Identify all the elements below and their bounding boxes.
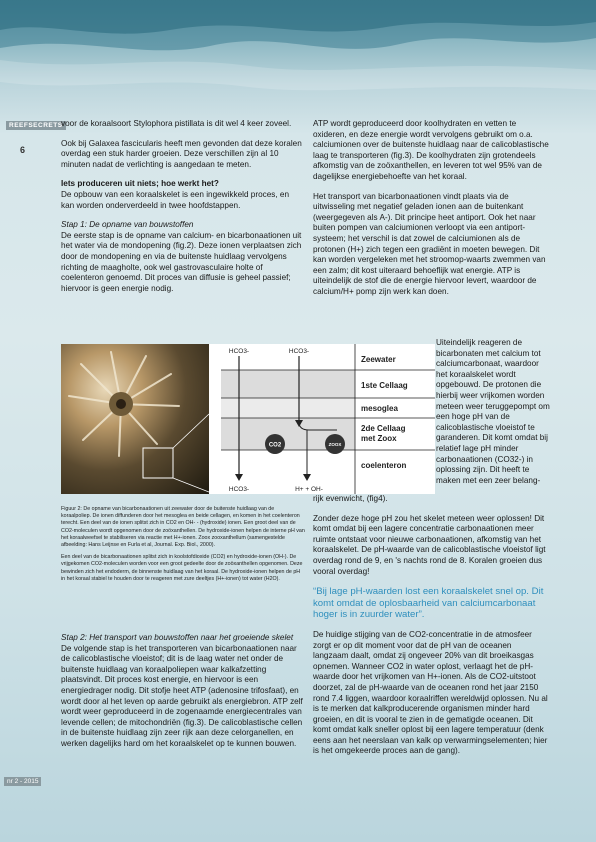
- figure-caption: [61, 506, 305, 588]
- circle-label-co2: CO2: [268, 442, 282, 449]
- subheading: Stap 2: Het transport van bouwstoffen naar het groeiende skelet: [61, 633, 294, 642]
- diagram-label-hco3-top-mid: HCO3-: [288, 348, 310, 355]
- paragraph: Zonder deze hoge pH zou het skelet meteen weer oplossen! Dit komt omdat bij een lagere concentratie carbonaationen meer ruimte ontstaat voor nieuwe carbonaationen, afkomstig van het koraalskelet. De pH-waarde van de calicoblastische vloeistof ligt overdag rond de 9, en 's nachts rond de 8. Koralen groeien dus vooral overdag!: [313, 513, 546, 576]
- layer-label-coelenteron: coelenteron: [361, 461, 407, 470]
- paragraph: Uiteindelijk reageren de bicarbonaten met calcium tot calciumcarbonaat, waardoor het koraalskelet wordt opgebouwd. De protonen die hierbij weer vrijkomen worden meteen weer teruggepompt om een hoge pH van de calicoblastische vloeistof te garanderen. Dit komt omdat bij relatief lage pH minder carbonaationen (CO32-) in oplossing zijn. Dit heeft te maken met een zeer belang-: [436, 338, 550, 485]
- paragraph: De opbouw van een koraalskelet is een ingewikkeld proces, en kan worden onderverdeeld in twee hoofdstappen.: [61, 189, 290, 210]
- circle-label-zoox: ZOOX: [328, 442, 342, 447]
- paragraph: voor de koraalsoort Stylophora pistillata is dit wel 4 keer zoveel.: [61, 119, 292, 128]
- caption-paragraph: Figuur 2: De opname van bicarbonaationen uit zeewater door de buitenste huidlaag van de koraalpoliep. De ionen diffunderen door het mesoglea en beide cellagen, en komen in het coelenteron terecht. Een deel van de ionen splitst zich in CO2 en OH- - (hydroxide) ionen. Een groot deel van de CO2-moleculen wordt opgenomen door de zoöxanthellen. De hydroxide-ionen helpen de interne pH van het koraalweefsel te stabiliseren via reactie met H+-ionen. Zoox zooxanthellum (samengestelde afbeelding: Hans Leijnse en Furla et al, Journal. Exp. Biol., 2000).: [61, 506, 305, 549]
- ion-transport-diagram: [209, 344, 435, 494]
- figure-2: [61, 344, 435, 494]
- paragraph: De eerste stap is de opname van calcium- en bicarbonaationen uit het water via de mondopening (fig.2). Deze ionen verplaatsen zich door de mondopening en via de buitenste huidlaag vervolgens richting de maagholte, ook wel gastrovasculaire holte of coelenteron genoemd. Dit proces van diffusie is geheel passief; hiervoor is geen energie nodig.: [61, 230, 302, 293]
- layer-label-cellaag-2-line-2: met Zoox: [361, 434, 397, 443]
- paragraph: Het transport van bicarbonaationen vindt plaats via de uitwisseling met negatief geladen ionen aan de buitenkant (weergegeven als A-). Dit principe heet antiport. Ook het naar buiten pompen van calciumionen verloopt via een antiport-systeem; het verschil is dat zowel de calciumionen als de protonen (H+) zich tegen een gradiënt in moeten bewegen. Dit kan worden vergeleken met het stroomop-waarts zwemmen van een zalm; dit kost uiteraard behoeflijk wat energie. ATP is uiteindelijk de stof die de energie hiervoor levert, waardoor de calcium/H+ pomp zijn werk kan doen.: [313, 191, 546, 296]
- water-surface-background: [0, 0, 596, 110]
- layer-label-zeewater: Zeewater: [361, 355, 396, 364]
- page-number: 6: [20, 145, 26, 155]
- layer-label-cellaag-1: 1ste Cellaag: [361, 381, 408, 390]
- column-4: [313, 494, 549, 766]
- issue-label: nr 2 - 2015: [4, 777, 41, 786]
- pull-quote: “Bij lage pH-waarden lost een koraalskelet snel op. Dit komt omdat de oplosbaarheid van calciumcarbonaat hoger is in zuurder water”.: [313, 586, 544, 621]
- column-1: [61, 119, 304, 303]
- section-heading: Iets produceren uit niets; hoe werkt het?: [61, 179, 219, 189]
- layer-label-cellaag-2-line-1: 2de Cellaag: [361, 424, 406, 433]
- diagram-label-hco3-top-left: HCO3-: [228, 348, 250, 355]
- column-3: [61, 633, 304, 759]
- coral-polyp-photo: [61, 344, 209, 494]
- paragraph: ATP wordt geproduceerd door koolhydraten en vetten te oxideren, en deze energie wordt vervolgens gebruikt om o.a. calciumionen over de buitenste huidlaag naar de calicoblastische laag te transporteren (fig.3). De koolhydraten zijn grotendeels afkomstig van de zoöxanthellen, en leveren tot wel 95% van de dagelijkse energiebehoefte van het koraal.: [313, 119, 549, 181]
- paragraph: De huidige stijging van de CO2-concentratie in de atmosfeer zorgt er op dit moment voor dat de pH van de oceanen langzaam daalt, omdat zij ongeveer 20% van dit broeikasgas opnemen. Wanneer CO2 in water oplost, verlaagt het de pH-waarde door het vrijkomen van H+-ionen. Als de CO2-uitstoot doorzet, zal de pH-waarde van de oceanen rond het jaar 2150 rond 7.4 liggen, waardoor koraalriffen wereldwijd oplossen. Nu al is te merken dat kalkproducerende organismen minder hard groeien, en dit is vooral te zien in de gematigde oceanen. Dit komt omdat kalk sneller oplost bij een lagere temperatuur (denk eens aan het neerslaan van kalk op verwarmingselementen; hier is het omgekeerde proces aan de gang).: [313, 629, 548, 756]
- layer-label-mesoglea: mesoglea: [361, 404, 398, 413]
- diagram-label-hco3-bottom: HCO3-: [228, 486, 250, 493]
- paragraph: rijk evenwicht, (fig4).: [313, 494, 388, 503]
- section-tag: REEFSECRETS: [6, 121, 66, 130]
- paragraph: Ook bij Galaxea fascicularis heeft men gevonden dat deze koralen overdag een stuk harder groeien. Deze verschillen zijn al 10 minuten nadat de verlichting is aangedaan te meten.: [61, 138, 302, 169]
- paragraph: De volgende stap is het transporteren van bicarbonaationen naar de calicoblastische vloeistof; dit is de laag water net onder de buitenste huidlaag van koraalpoliepen waar kalkafzetting plaatsvindt. Dit proces kost energie, en hiervoor is een energiedrager nodig. Dit stofje heet ATP (adenosine trifosfaat), en wordt door al het leven op aarde gebruikt als energiebron. ATP zelf wordt weer geproduceerd in de zogenaamde energiecentrales van levende cellen; de mitochondriën (fig.3). De calicoblastische cellen in de buitenste huidlaag zijn zeer rijk aan deze celorganellen, en werken dagelijks hard om het koraalskelet op te kunnen bouwen.: [61, 643, 303, 748]
- diagram-label-h-oh-bottom: H+ + OH-: [295, 486, 323, 493]
- caption-paragraph: Een deel van de bicarbonaationen splitst zich in koolstofdioxide (CO2) en hydroxide-ionen (OH-). De vrijgekomen CO2-moleculen worden voor een groot gedeelte door de zoöxanthellen opgenomen. Deze bewinden zich het endoderm, de binnenste huidlaag van het koraal. De hydroxide-ionen helpen de pH in het koraal stabiel te houden door te reageren met zure deeltjes (H+-ionen) tot water (H2O).: [61, 554, 303, 582]
- side-column: [436, 338, 551, 486]
- subheading: Stap 1: De opname van bouwstoffen: [61, 220, 194, 230]
- column-2: [313, 119, 549, 307]
